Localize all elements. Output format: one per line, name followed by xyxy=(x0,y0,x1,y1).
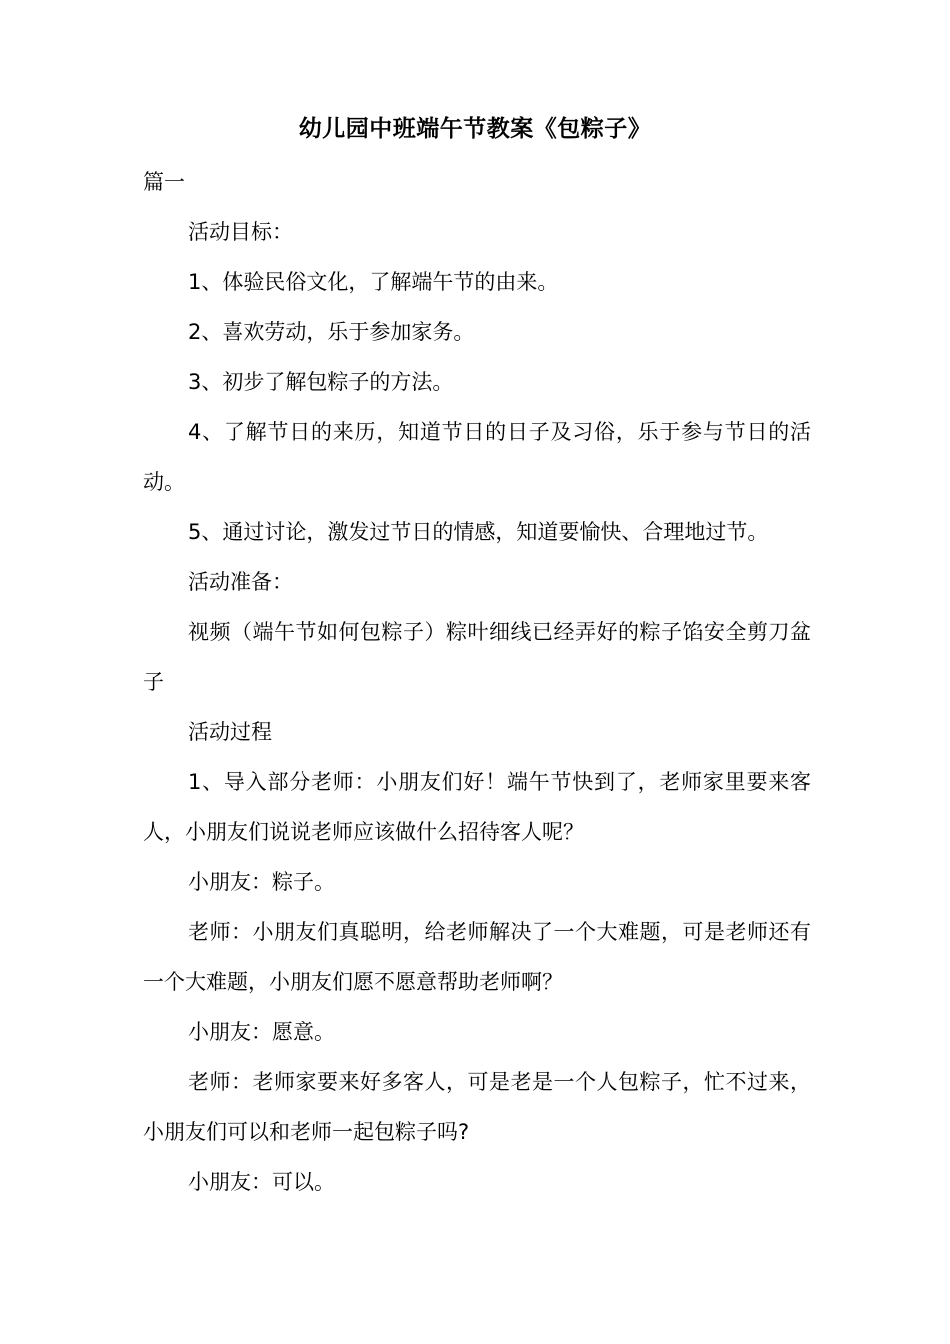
paragraph: 视频（端午节如何包粽子）粽叶细线已经弄好的粽子馅安全剪刀盆子 xyxy=(143,620,811,694)
paragraph: 小朋友：可以。 xyxy=(188,1170,335,1194)
paragraph: 2、喜欢劳动，乐于参加家务。 xyxy=(188,320,475,344)
paragraph: 1、体验民俗文化，了解端午节的由来。 xyxy=(188,270,559,294)
paragraph: 5、通过讨论，激发过节日的情感，知道要愉快、合理地过节。 xyxy=(188,520,769,544)
document-title: 幼儿园中班端午节教案《包粽子》 xyxy=(298,116,652,142)
paragraph: 篇一 xyxy=(143,170,185,194)
paragraph: 1、导入部分老师：小朋友们好！端午节快到了，老师家里要来客人，小朋友们说说老师应该做什么招待客人呢？ xyxy=(143,770,811,844)
paragraph: 活动过程 xyxy=(188,720,272,744)
paragraph: 老师：老师家要来好多客人，可是老是一个人包粽子，忙不过来，小朋友们可以和老师一起包粽子吗? xyxy=(143,1070,811,1144)
document-body xyxy=(143,157,811,1207)
paragraph: 活动目标： xyxy=(188,220,293,244)
paragraph: 小朋友：愿意。 xyxy=(188,1020,335,1044)
paragraph: 小朋友：粽子。 xyxy=(188,870,335,894)
paragraph: 活动准备： xyxy=(188,570,293,594)
paragraph: 4、了解节日的来历，知道节日的日子及习俗，乐于参与节日的活动。 xyxy=(143,420,811,494)
paragraph: 老师：小朋友们真聪明，给老师解决了一个大难题，可是老师还有一个大难题，小朋友们愿不愿意帮助老师啊？ xyxy=(143,920,811,994)
paragraph: 3、初步了解包粽子的方法。 xyxy=(188,370,454,394)
